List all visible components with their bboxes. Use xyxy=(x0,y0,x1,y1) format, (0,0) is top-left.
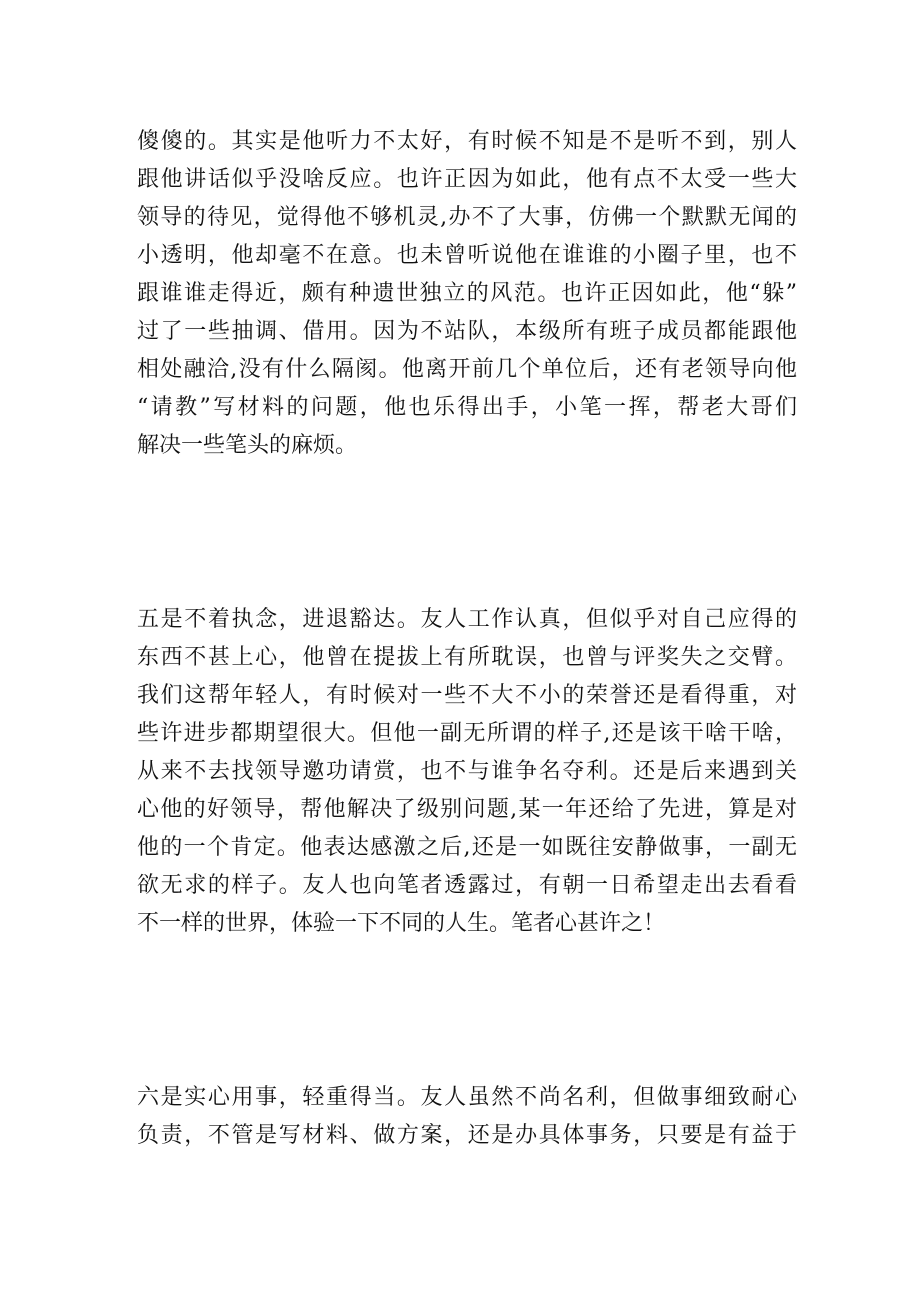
text-line: 傻傻的。其实是他听力不太好，有时候不知是不是听不到，别人 xyxy=(137,129,797,154)
text-line: “请教”写材料的问题，他也乐得出手，小笔一挥，帮老大哥们 xyxy=(137,395,797,420)
text-line: 小透明，他却毫不在意。也未曾听说他在谁谁的小圈子里，也不 xyxy=(137,243,797,268)
paragraph-5 xyxy=(137,601,797,943)
paragraph-4-continuation xyxy=(137,123,797,465)
text-line: 从来不去找领导邀功请赏，也不与谁争名夺利。还是后来遇到关 xyxy=(137,759,797,784)
text-line: 负责，不管是写材料、做方案，还是办具体事务，只要是有益于 xyxy=(137,1123,797,1148)
text-line: 他的一个肯定。他表达感激之后,还是一如既往安静做事，一副无 xyxy=(137,835,797,860)
text-line: 心他的好领导，帮他解决了级别问题,某一年还给了先进，算是对 xyxy=(137,797,797,822)
text-line: 些许进步都期望很大。但他一副无所谓的样子,还是该干啥干啥， xyxy=(137,721,797,746)
text-line: 跟谁谁走得近，颇有种遗世独立的风范。也许正因如此，他“躲” xyxy=(137,281,797,306)
text-line: 过了一些抽调、借用。因为不站队，本级所有班子成员都能跟他 xyxy=(137,319,797,344)
text-line: 东西不甚上心，他曾在提拔上有所耽误，也曾与评奖失之交臂。 xyxy=(137,645,797,670)
text-line: 解决一些笔头的麻烦。 xyxy=(137,433,358,458)
text-line: 我们这帮年轻人，有时候对一些不大不小的荣誉还是看得重，对 xyxy=(137,683,797,708)
text-line: 五是不着执念，进退豁达。友人工作认真，但似乎对自己应得的 xyxy=(137,607,797,632)
text-line: 欲无求的样子。友人也向笔者透露过，有朝一日希望走出去看看 xyxy=(137,873,797,898)
paragraph-6 xyxy=(137,1079,797,1155)
text-line: 领导的待见，觉得他不够机灵,办不了大事，仿佛一个默默无闻的 xyxy=(137,205,797,230)
text-line: 不一样的世界，体验一下不同的人生。笔者心甚许之！ xyxy=(137,911,666,936)
text-line: 相处融洽,没有什么隔阂。他离开前几个单位后，还有老领导向他 xyxy=(137,357,797,382)
text-line: 跟他讲话似乎没啥反应。也许正因为如此，他有点不太受一些大 xyxy=(137,167,797,192)
text-line: 六是实心用事，轻重得当。友人虽然不尚名利，但做事细致耐心 xyxy=(137,1085,797,1110)
